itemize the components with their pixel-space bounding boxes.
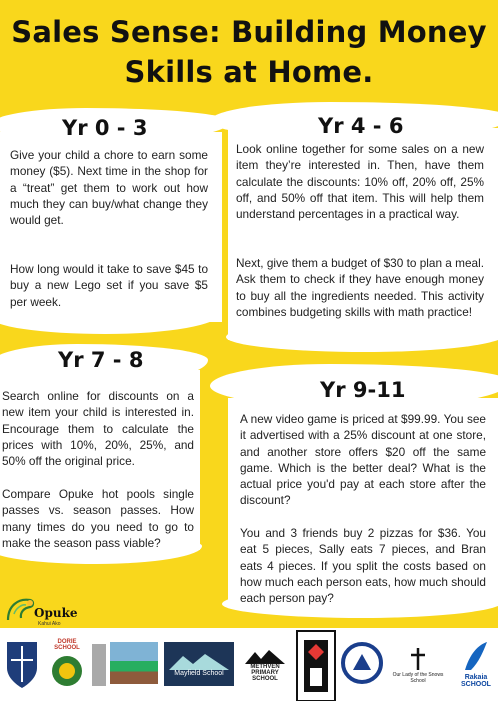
section-text-yr4-6-p2: Next, give them a budget of $30 to plan a meal. Ask them to check if they have enough money to buy all the ingredients needed. This activity combines budgeting skills with math practice! — [236, 256, 484, 319]
our-lady-label: Our Lady of the Snows School — [392, 672, 444, 684]
methven-label: METHVEN PRIMARY SCHOOL — [250, 664, 280, 682]
section-heading-yr7-8: Yr 7 - 8 — [58, 348, 144, 372]
opuke-logo-name: Opuke — [34, 606, 78, 620]
section-text-yr9-11-p1: A new video game is priced at $99.99. You see it advertised with a 25% discount at one store, and another store offers $20 off the same game. Which is the better deal? What is the actual price you'd pay at each store after the discount? — [240, 412, 486, 508]
round-badge-logo — [340, 638, 384, 688]
shield-crest-icon — [296, 630, 336, 701]
our-lady-logo — [386, 638, 450, 692]
school-photo-logo — [92, 644, 106, 686]
section-text-yr9-11-p2: You and 3 friends buy 2 pizzas for $36. You eat 5 pieces, Sally eats 7 pieces, and Bran eats 4 pieces. If you split the costs based on how much each person eats, how much should each person pay? — [240, 526, 486, 606]
section-text-yr7-8-p1: Search online for discounts on a new item your child is interested in. Encourage them to calculate the prices with 10%, 20%, 25%, and 50% off the original price. — [2, 389, 194, 469]
rakaia-logo — [454, 632, 498, 696]
rakaia-label: Rakaia SCHOOL — [461, 674, 491, 688]
dorie-school-label: DORIE SCHOOL — [54, 639, 80, 651]
section-text-yr7-8-p2: Compare Opuke hot pools single passes vs. season passes. How many times do you need to go to make the season pass viable? — [2, 487, 194, 550]
page-title — [0, 12, 498, 92]
title-line-1: Sales Sense: Building Money — [11, 15, 487, 49]
section-heading-yr0-3: Yr 0 - 3 — [62, 116, 148, 140]
methven-logo — [238, 646, 292, 686]
fern-icon — [4, 594, 38, 624]
section-heading-yr9-11: Yr 9-11 — [320, 378, 406, 402]
footer-logo-strip — [0, 628, 498, 701]
section-text-yr4-6-p1: Look online together for some sales on a new item they’re interested in. Then, have them calculate the discounts: 10% off, 20% off, 25% off, and 50% off that item. This will help them understand percentages in a practical way. — [236, 142, 484, 222]
opuke-logo-tagline: Kahui Ako — [38, 621, 61, 627]
section-text-yr0-3-p2: How long would it take to save $45 to buy a new Lego set if you save $5 per week. — [10, 262, 208, 309]
section-heading-yr4-6: Yr 4 - 6 — [318, 114, 404, 138]
mayfield-school-label: Mayfield School — [174, 669, 224, 677]
brush-stroke — [226, 322, 498, 352]
opuke-logo — [4, 594, 84, 628]
title-line-2: Skills at Home. — [124, 55, 374, 89]
mayfield-school-logo — [164, 642, 234, 686]
section-text-yr0-3-p1: Give your child a chore to earn some money ($5). Next time in the shop for a “treat” get them to work out how much they can buy/what change they would get. — [10, 148, 208, 228]
dorie-school-logo — [46, 634, 88, 696]
landscape-logo — [110, 642, 158, 684]
crest-icon — [2, 634, 42, 696]
